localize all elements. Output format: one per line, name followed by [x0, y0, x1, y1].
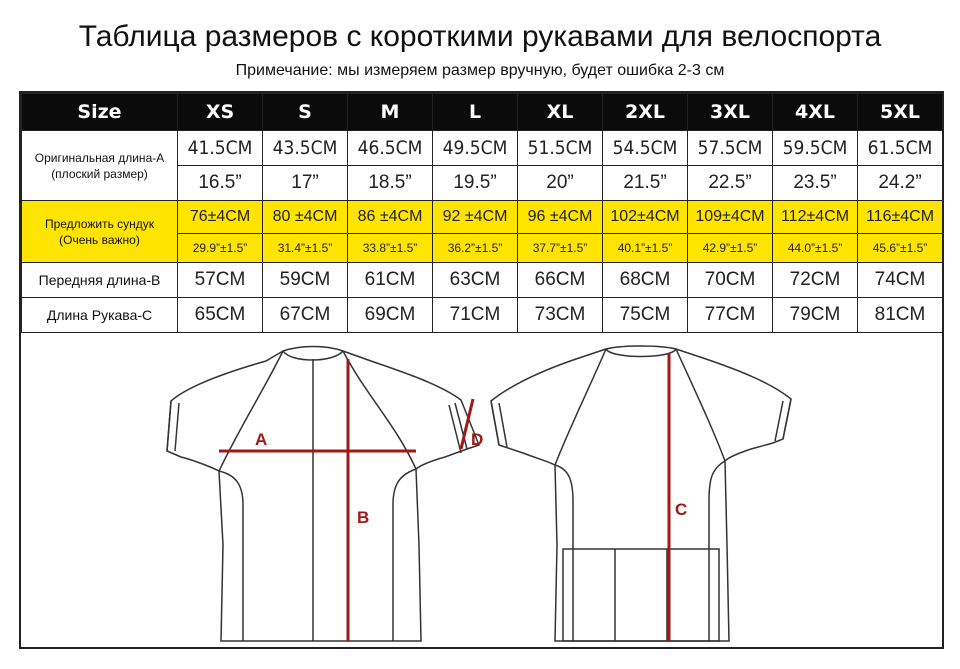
- table-cell: 21.5”: [603, 166, 688, 201]
- back-collar: [606, 349, 676, 357]
- front-left-sleeve-seam: [219, 351, 283, 471]
- jersey-diagram: [21, 345, 942, 647]
- table-cell: 31.4”±1.5”: [263, 234, 348, 263]
- size-cell: XL: [518, 94, 603, 131]
- table-cell: 16.5”: [178, 166, 263, 201]
- table-cell: 109±4CM: [688, 201, 773, 234]
- front-length-row: [22, 263, 943, 298]
- back-jersey-outline: [491, 346, 791, 641]
- label-b: B: [357, 508, 370, 527]
- table-cell: 49.5CM: [433, 131, 518, 166]
- back-left-cuff: [491, 401, 507, 447]
- measurement-lines: [219, 353, 669, 641]
- table-cell: 54.5CM: [603, 131, 688, 166]
- table-cell: 71CM: [433, 298, 518, 333]
- table-cell: 44.0”±1.5”: [773, 234, 858, 263]
- table-cell: 112±4CM: [773, 201, 858, 234]
- length-cm-row: [22, 131, 943, 166]
- table-cell: 92 ±4CM: [433, 201, 518, 234]
- table-cell: 61.5CM: [858, 131, 943, 166]
- table-cell: 96 ±4CM: [518, 201, 603, 234]
- front-jersey-outline: [167, 347, 479, 642]
- table-cell: 66CM: [518, 263, 603, 298]
- table-cell: 24.2”: [858, 166, 943, 201]
- size-cell: 2XL: [603, 94, 688, 131]
- table-cell: 76±4CM: [178, 201, 263, 234]
- back-left-panel: [555, 465, 573, 641]
- front-collar: [283, 351, 343, 360]
- table-cell: 80 ±4CM: [263, 201, 348, 234]
- table-cell: 81CM: [858, 298, 943, 333]
- back-pockets: [563, 549, 719, 641]
- sleeve-length-label: Длина Рукава-C: [22, 298, 178, 333]
- sleeve-length-row: [22, 298, 943, 333]
- back-left-sleeve-seam: [555, 349, 606, 465]
- chest-sublabel: (Очень важно): [59, 232, 140, 247]
- back-right-sleeve-seam: [676, 349, 725, 461]
- table-cell: 69CM: [348, 298, 433, 333]
- chest-label: Предложить сундук: [44, 216, 155, 231]
- back-right-cuff: [775, 399, 791, 441]
- label-c: C: [675, 500, 688, 519]
- table-cell: 57CM: [178, 263, 263, 298]
- table-cell: 72CM: [773, 263, 858, 298]
- table-cell: 45.6”±1.5”: [858, 234, 943, 263]
- table-cell: 36.2”±1.5”: [433, 234, 518, 263]
- front-length-label: Передняя длина-B: [22, 263, 178, 298]
- table-cell: 46.5CM: [348, 131, 433, 166]
- table-cell: 63CM: [433, 263, 518, 298]
- size-chart: [19, 91, 944, 649]
- table-cell: 51.5CM: [518, 131, 603, 166]
- table-cell: 20”: [518, 166, 603, 201]
- size-cell: S: [263, 94, 348, 131]
- back-right-panel: [709, 461, 725, 641]
- table-cell: 40.1”±1.5”: [603, 234, 688, 263]
- header-row: [22, 94, 943, 131]
- table-cell: 61CM: [348, 263, 433, 298]
- length-sublabel: (плоский размер): [51, 166, 148, 181]
- table-cell: 67CM: [263, 298, 348, 333]
- table-cell: 22.5”: [688, 166, 773, 201]
- measurement-labels: [255, 430, 687, 527]
- back-jersey: [491, 346, 791, 641]
- chest-row-label: [22, 201, 178, 263]
- label-a: A: [255, 430, 268, 449]
- front-right-panel: [393, 469, 416, 641]
- table-cell: 102±4CM: [603, 201, 688, 234]
- chest-cm-row: [22, 201, 943, 234]
- table-cell: 59CM: [263, 263, 348, 298]
- size-header-cell: Size: [22, 94, 178, 131]
- table-cell: 73CM: [518, 298, 603, 333]
- table-cell: 59.5CM: [773, 131, 858, 166]
- table-cell: 18.5”: [348, 166, 433, 201]
- size-cell: XS: [178, 94, 263, 131]
- table-cell: 41.5CM: [178, 131, 263, 166]
- length-row-label: [22, 131, 178, 201]
- table-cell: 33.8”±1.5”: [348, 234, 433, 263]
- table-cell: 75CM: [603, 298, 688, 333]
- table-cell: 86 ±4CM: [348, 201, 433, 234]
- table-cell: 29.9”±1.5”: [178, 234, 263, 263]
- size-cell: L: [433, 94, 518, 131]
- front-right-cuff: [449, 403, 467, 453]
- front-left-cuff: [167, 401, 179, 451]
- label-d: D: [471, 430, 484, 449]
- table-cell: 79CM: [773, 298, 858, 333]
- table-cell: 77CM: [688, 298, 773, 333]
- table-cell: 37.7”±1.5”: [518, 234, 603, 263]
- length-label: Оригинальная длина-A: [34, 150, 165, 165]
- size-table: [21, 93, 943, 333]
- table-cell: 74CM: [858, 263, 943, 298]
- front-jersey: [167, 347, 479, 642]
- size-cell: 4XL: [773, 94, 858, 131]
- table-cell: 57.5CM: [688, 131, 773, 166]
- table-cell: 19.5”: [433, 166, 518, 201]
- table-cell: 68CM: [603, 263, 688, 298]
- table-cell: 42.9”±1.5”: [688, 234, 773, 263]
- size-cell: 3XL: [688, 94, 773, 131]
- table-cell: 23.5”: [773, 166, 858, 201]
- page-title: Таблица размеров с короткими рукавами для велоспорта: [78, 20, 882, 53]
- table-cell: 65CM: [178, 298, 263, 333]
- table-cell: 116±4CM: [858, 201, 943, 234]
- measurement-note: Примечание: мы измеряем размер вручную, будет ошибка 2-3 см: [235, 62, 725, 79]
- table-cell: 17”: [263, 166, 348, 201]
- table-cell: 43.5CM: [263, 131, 348, 166]
- table-cell: 70CM: [688, 263, 773, 298]
- size-cell: M: [348, 94, 433, 131]
- size-cell: 5XL: [858, 94, 943, 131]
